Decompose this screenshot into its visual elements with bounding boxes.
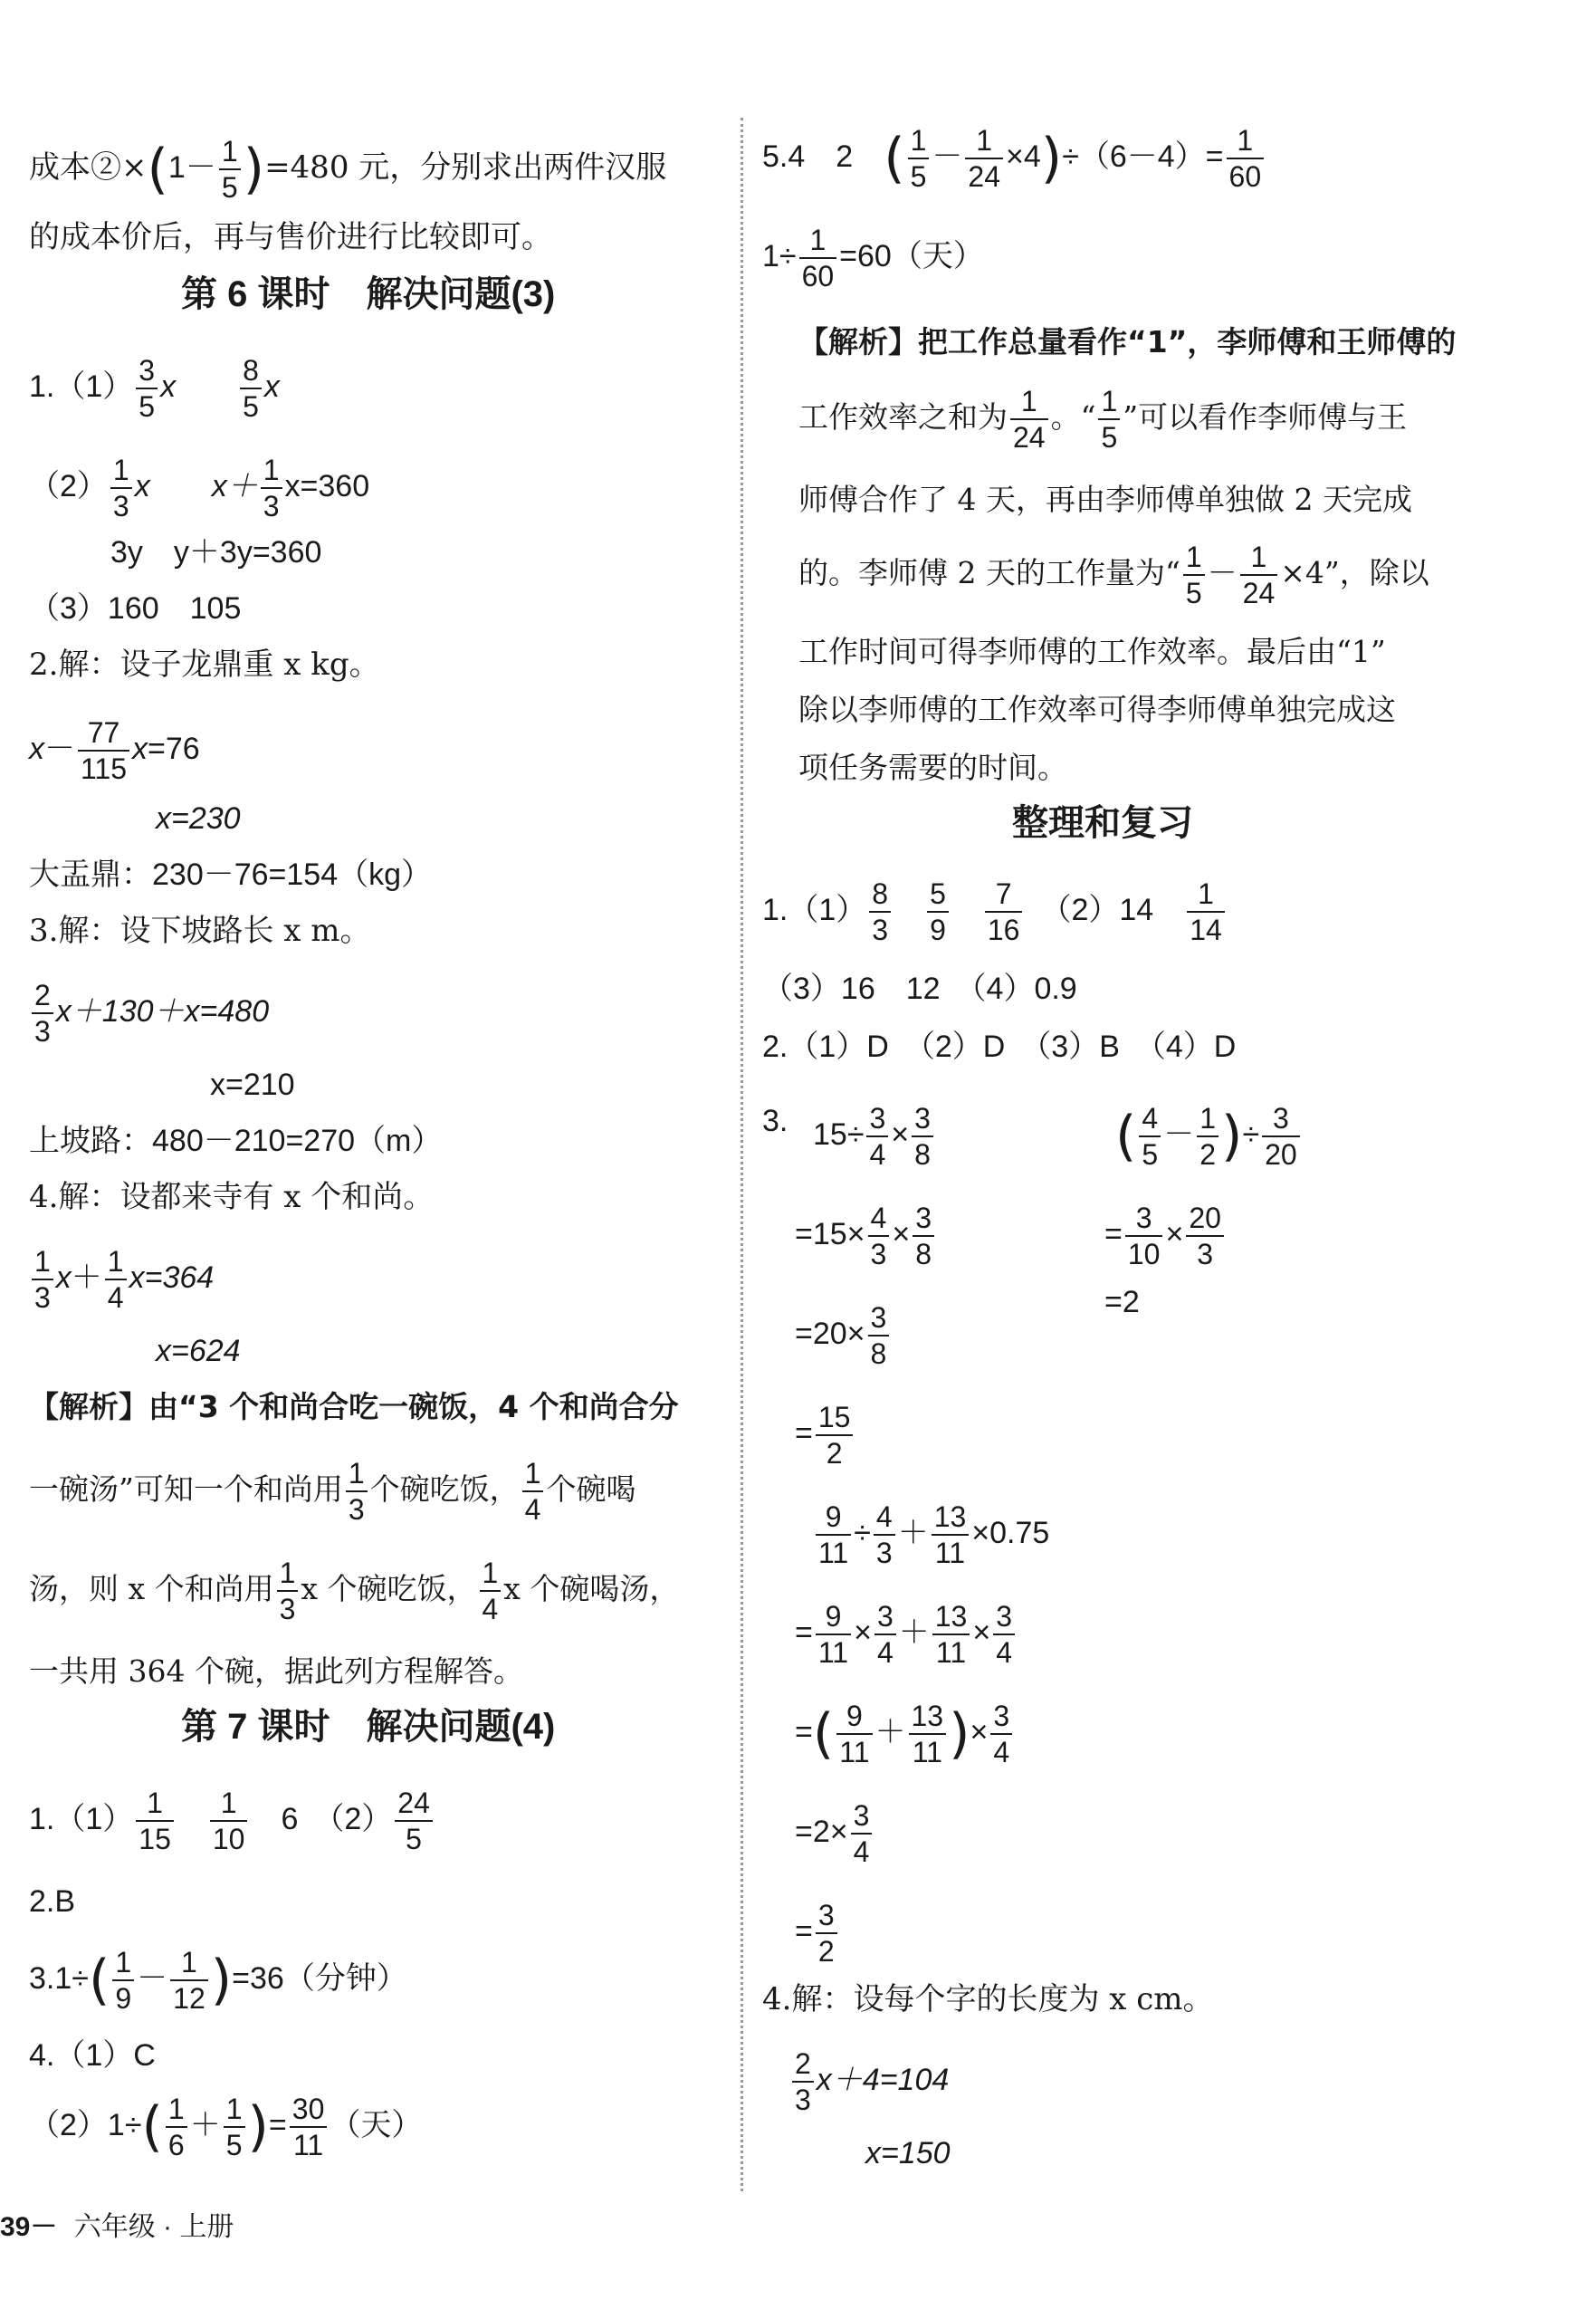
section-heading-lesson7: 第 7 课时 解决问题(4) (181, 1707, 556, 1747)
text: =2× (795, 1814, 848, 1849)
calc-c-4: =2× $\frac{3}{4}$ (795, 1798, 874, 1869)
review-2: 2.（1）D （2）D （3）B （4）D (762, 1030, 1237, 1064)
calc-b-2: = $\frac{3}{10}$ × $\frac{20}{3}$ (1104, 1201, 1227, 1271)
text: （天） (330, 2107, 423, 2142)
analysis-r4: 的。李师傅 2 天的工作量为“ $\frac{1}{5}$ － $\frac{1}{24}$ ×4”，除以 (798, 541, 1429, 609)
review-4-equation: $\frac{2}{3}$ x＋4=104 (789, 2046, 949, 2117)
answer-5-days: 1÷ $\frac{1}{60}$ =60（天） (762, 224, 984, 292)
text: x=364 (129, 1260, 215, 1295)
answer-4-setup: 4.解：设都来寺有 x 个和尚。 (29, 1179, 435, 1215)
review-4-solution: x=150 (865, 2136, 951, 2170)
text: 【解析】由“3 个和尚合吃一碗饭，4 个和尚合分 (29, 1389, 679, 1424)
answer-5: 5.4 2 ( $\frac{1}{5}$ － $\frac{1}{24}$ ×4)÷（6－4）= $\frac{1}{60}$ (762, 123, 1266, 194)
analysis-2: 一碗汤”可知一个和尚用 $\frac{1}{3}$ 个碗吃饭， $\frac{1}{4}$ 个碗喝 (29, 1457, 636, 1526)
line-cost: 成本②×(1－ $\frac{1}{5}$ )=480 元，分别求出两件汉服 (29, 135, 667, 204)
page-footer (0, 2209, 234, 2246)
text: 15÷ (813, 1116, 865, 1152)
answer-7-1: 1.（1） $\frac{1}{15}$ $\frac{1}{10}$ 6 （2） $\frac{24}{5}$ (29, 1786, 435, 1856)
text: ÷（6－4）= (1062, 139, 1224, 174)
label: 1.（1） (29, 1801, 134, 1836)
calc-c-3: =( $\frac{9}{11}$ ＋ $\frac{13}{11}$ )× $\frac{3}{4}$ (795, 1699, 1015, 1769)
answer-3-equation: $\frac{2}{3}$ x＋130＋x=480 (29, 978, 269, 1049)
answer-1-2: （2） $\frac{1}{3}$ x x＋ $\frac{1}{3}$ x=360 (29, 454, 370, 522)
calc-b-3: =2 (1104, 1285, 1140, 1319)
label: 1.（1） (29, 369, 134, 404)
analysis-3: 汤，则 x 个和尚用 $\frac{1}{3}$ x 个碗吃饭， $\frac{1}{4}$ x 个碗喝汤， (29, 1557, 680, 1625)
text: 汤，则 x 个和尚用 (29, 1571, 274, 1606)
label: 1.（1） (762, 892, 867, 927)
calc-c-5: = $\frac{3}{2}$ (795, 1898, 840, 1969)
text: （2）14 (1056, 892, 1154, 927)
grade-label: 六年级 · 上册 (73, 2212, 234, 2242)
answer-7-2: 2.B (29, 1884, 76, 1919)
text: x 个碗喝汤， (503, 1571, 680, 1606)
answer-3-result: 上坡路：480－210=270（m） (29, 1124, 443, 1158)
text: 一碗汤”可知一个和尚用 (29, 1471, 343, 1507)
answer-7-4-2: （2）1÷( $\frac{1}{6}$ ＋ $\frac{1}{5}$ )= $\frac{30}{11}$ （天） (29, 2093, 423, 2161)
text: ÷ (1242, 1116, 1260, 1152)
section-heading-review: 整理和复习 (1012, 803, 1193, 843)
answer-1-3: （3）160 105 (29, 591, 242, 626)
text: ×0.75 (971, 1515, 1050, 1550)
analysis-r3: 师傅合作了 4 天，再由李师傅单独做 2 天完成 (798, 482, 1412, 517)
text: x＋4=104 (816, 2062, 950, 2097)
calc-a-2: =15× $\frac{4}{3}$ × $\frac{3}{8}$ (795, 1201, 937, 1271)
answer-7-3: 3.1÷( $\frac{1}{9}$ － $\frac{1}{12}$ )=36（分钟） (29, 1946, 407, 2015)
text: =15× (795, 1216, 865, 1251)
text: x＋130＋x=480 (55, 993, 270, 1029)
answer-7-4-1: 4.（1）C (29, 2038, 156, 2073)
text: x=360 (284, 468, 370, 503)
calc-c-1: $\frac{9}{11}$ ÷ $\frac{4}{3}$ ＋ $\frac{13}{11}$ ×0.75 (813, 1499, 1049, 1570)
calc-b-1: ( $\frac{4}{5}$ － $\frac{1}{2}$ )÷ $\frac{3}{20}$ (1115, 1101, 1303, 1172)
analysis-r1 (798, 322, 1456, 362)
label: （2） (29, 468, 108, 503)
text: = (795, 1415, 813, 1451)
text: 的。李师傅 2 天的工作量为“ (798, 555, 1180, 590)
text: x 个碗吃饭， (301, 1571, 477, 1606)
review-1-1: 1.（1） $\frac{8}{3}$ $\frac{5}{9}$ $\frac{7}{16}$ （2）14 $\frac{1}{14}$ (762, 877, 1228, 947)
review-1-3: （3）16 12 （4）0.9 (762, 972, 1077, 1006)
text: 工作效率之和为 (798, 399, 1008, 435)
text: 成本②× (29, 149, 148, 186)
text: 【解析】把工作总量看作“1”，李师傅和王师傅的 (798, 324, 1457, 359)
analysis-r2: 工作效率之和为 $\frac{1}{24}$ 。“ $\frac{1}{5}$ ”可以看作李师傅与王 (798, 385, 1408, 454)
text: 6 （2） (281, 1801, 393, 1836)
analysis-r7: 项任务需要的时间。 (798, 750, 1067, 785)
review-4-setup: 4.解：设每个字的长度为 x cm。 (762, 1981, 1214, 2017)
answer-4-solution: x=624 (156, 1334, 241, 1368)
text: 。“ (1050, 399, 1096, 435)
text: ×4 (1006, 139, 1041, 174)
text: 5.4 2 (762, 139, 854, 174)
calc-a-3: =20× $\frac{3}{8}$ (795, 1300, 892, 1371)
text: 个碗吃饭， (369, 1471, 520, 1507)
answer-3-setup: 3.解：设下坡路长 x m。 (29, 913, 371, 949)
text: 个碗喝 (546, 1471, 636, 1507)
analysis-r5: 工作时间可得李师傅的工作效率。最后由“1” (798, 634, 1386, 669)
answer-2-setup: 2.解：设子龙鼎重 x kg。 (29, 647, 380, 683)
analysis-1 (29, 1387, 679, 1427)
page-number: 39－ (0, 2212, 58, 2242)
text: （2）1÷ (29, 2107, 142, 2142)
section-heading-lesson6: 第 6 课时 解决问题(3) (181, 274, 556, 314)
text: 1÷ (762, 238, 797, 273)
text: x＋ (211, 468, 258, 503)
answer-2-equation: x－ $\frac{77}{115}$ x=76 (29, 716, 200, 785)
text: 3.1÷ (29, 1960, 89, 1996)
calc-c-2: = $\frac{9}{11}$ × $\frac{3}{4}$ ＋ $\frac{13}{11}$ × $\frac{3}{4}$ (795, 1599, 1018, 1670)
text: =60（天） (839, 238, 984, 273)
column-divider (741, 118, 743, 2191)
line-compare: 的成本价后，再与售价进行比较即可。 (29, 219, 552, 255)
answer-3-solution: x=210 (210, 1068, 295, 1102)
calc-a-4: = $\frac{15}{2}$ (795, 1400, 855, 1471)
text: =36（分钟） (232, 1960, 407, 1996)
answer-1-1: 1.（1） $\frac{3}{5}$ x $\frac{8}{5}$ x (29, 354, 280, 423)
analysis-4: 一共用 364 个碗，据此列方程解答。 (29, 1653, 523, 1689)
text: =480 元，分别求出两件汉服 (264, 149, 667, 186)
answer-2-result: 大盂鼎：230－76=154（kg） (29, 857, 433, 892)
answer-1-2b: 3y y＋3y=360 (110, 535, 322, 570)
text: ”可以看作李师傅与王 (1123, 399, 1408, 435)
review-3-label: 3. (762, 1104, 788, 1138)
answer-2-solution: x=230 (156, 801, 241, 836)
text: ×4”，除以 (1280, 555, 1429, 590)
text: =20× (795, 1316, 865, 1351)
analysis-r6: 除以李师傅的工作效率可得李师傅单独完成这 (798, 692, 1396, 727)
answer-4-equation: $\frac{1}{3}$ x＋ $\frac{1}{4}$ x=364 (29, 1244, 214, 1315)
calc-a-1: 15÷ $\frac{3}{4}$ × $\frac{3}{8}$ (813, 1101, 936, 1172)
